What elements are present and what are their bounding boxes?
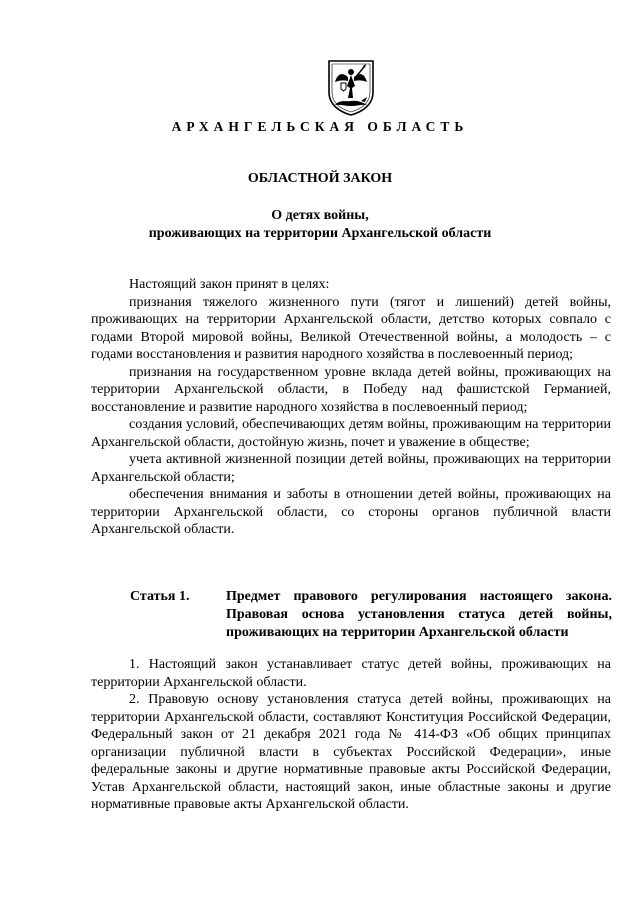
- article-body: [91, 656, 611, 814]
- preamble-item: учета активной жизненной позиции детей войны, проживающих на территории Архангельской области;: [91, 452, 611, 485]
- article-paragraph: 2. Правовую основу установления статуса детей войны, проживающих на территории Архангельской области, составляют Конституция Российской Федерации, Федеральный закон от 21 декабря 2021 года № 414-ФЗ «Об общих принципах организации публичной власти в субъектах Российской Федерации», иные федеральные законы и другие нормативные правовые акты Российской Федерации, Устав Архангельской области, настоящий закон, иные областные законы и другие нормативные правовые акты Архангельской области.: [91, 692, 611, 812]
- article-title: Предмет правового регулирования настоящего закона. Правовая основа установления статуса детей войны, проживающих на территории Архангельской области: [226, 589, 612, 640]
- article-heading: [91, 588, 612, 642]
- law-type-heading: ОБЛАСТНОЙ ЗАКОН: [247, 171, 393, 186]
- region-heading: АРХАНГЕЛЬСКАЯ ОБЛАСТЬ: [171, 119, 469, 134]
- coat-of-arms-icon: [326, 58, 376, 116]
- preamble: [91, 276, 611, 539]
- preamble-item: обеспечения внимания и заботы в отношении детей войны, проживающих на территории Архангельской области, со стороны органов публичной власти Архангельской области.: [91, 487, 611, 537]
- preamble-item: создания условий, обеспечивающих детям войны, проживающим на территории Архангельской области, достойную жизнь, почет и уважение в обществе;: [91, 417, 611, 450]
- preamble-item: признания на государственном уровне вклада детей войны, проживающих на территории Архангельской области, в Победу над фашистской Германией, восстановление и развитие народного хозяйства в послевоенный период;: [91, 364, 611, 415]
- preamble-intro: Настоящий закон принят в целях:: [129, 277, 330, 292]
- law-title-line-1: О детях войны,: [271, 208, 369, 223]
- preamble-item: признания тяжелого жизненного пути (тягот и лишений) детей войны, проживающих на территории Архангельской области, детство которых совпало с годами Второй мировой войны, Великой Отечественной войны, а молодость – с годами восстановления и развития народного хозяйства в послевоенный период;: [91, 294, 611, 362]
- law-title: [0, 207, 640, 243]
- law-title-line-2: проживающих на территории Архангельской области: [148, 226, 492, 241]
- article-number: Статья 1.: [130, 589, 190, 604]
- article-paragraph: 1. Настоящий закон устанавливает статус детей войны, проживающих на территории Архангельской области.: [91, 657, 611, 690]
